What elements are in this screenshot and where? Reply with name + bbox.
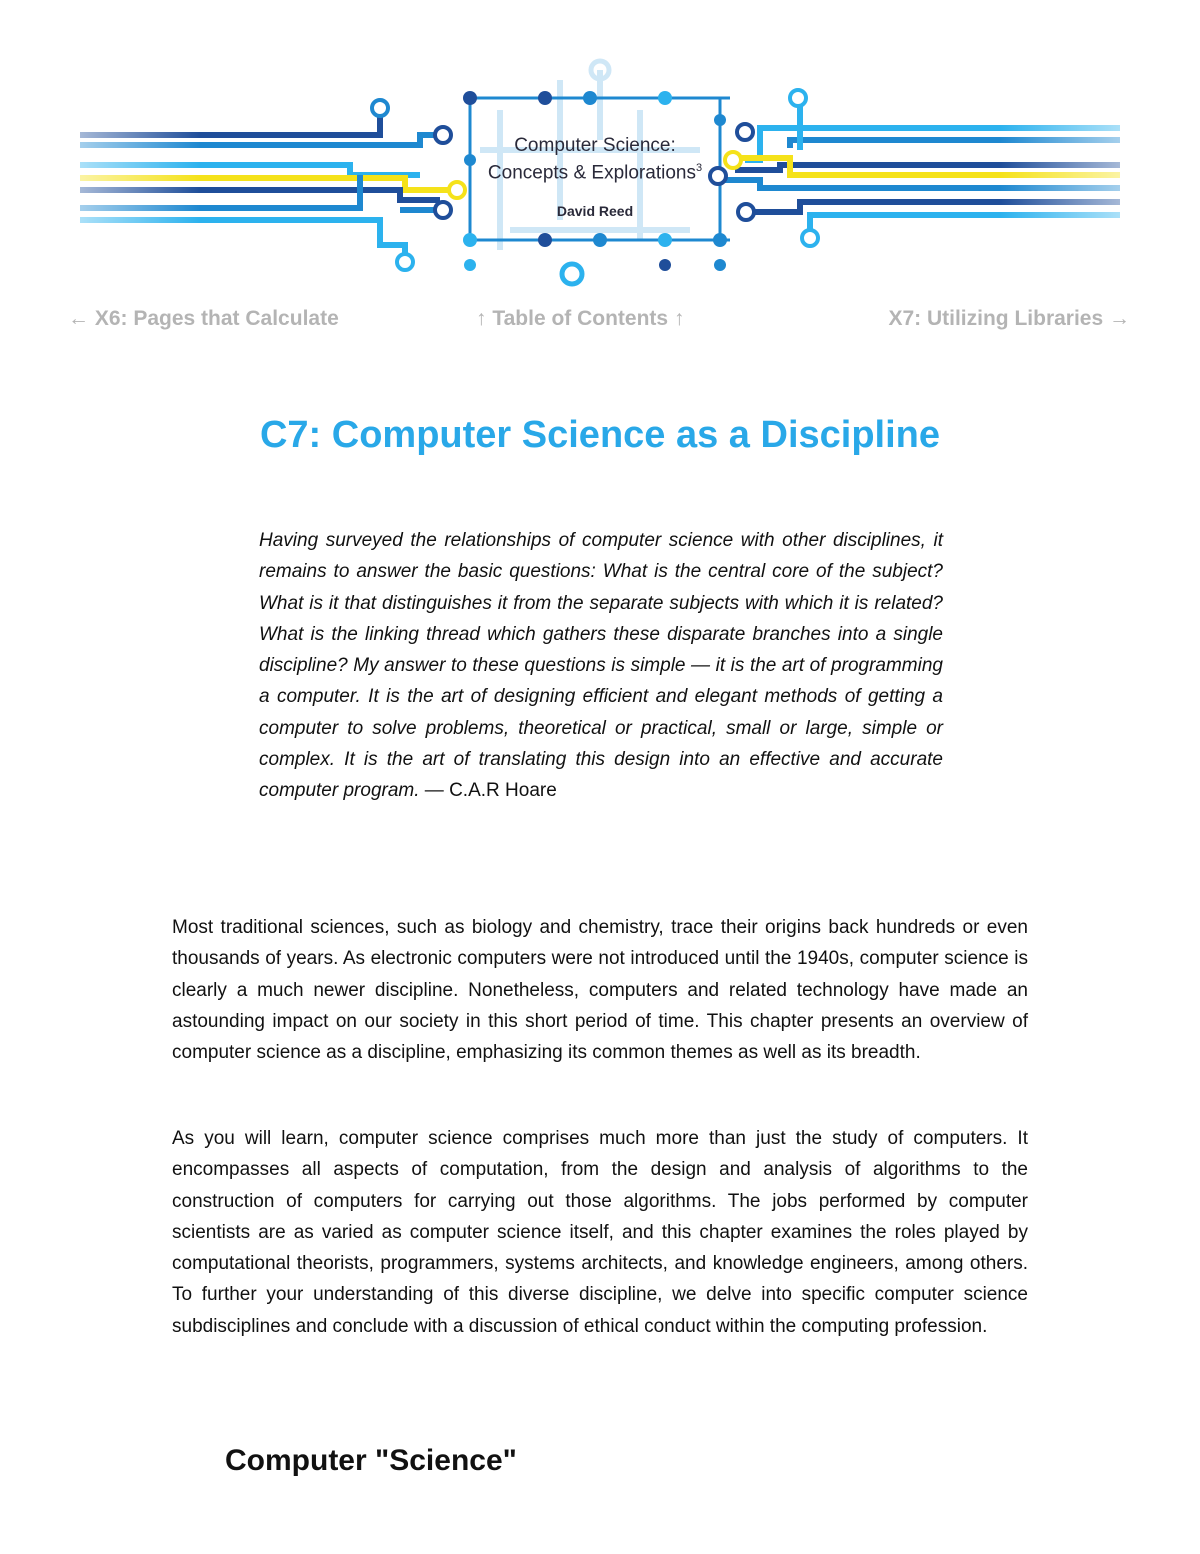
- prev-chapter-link[interactable]: ← X6: Pages that Calculate: [68, 307, 339, 330]
- intro-paragraph-1: Most traditional sciences, such as biology and chemistry, trace their origins back hundreds or even thousands of years. As electronic computers were not introduced until the 1940s, computer science is clearly a much newer discipline. Nonetheless, computers and related technology have made an astounding impact on our society in this short period of time. This chapter presents an overview of computer science as a discipline, emphasizing its common themes as well as its breadth.: [172, 917, 1028, 1064]
- table-of-contents-link[interactable]: ↑ Table of Contents ↑: [476, 307, 685, 330]
- quote-text: Having surveyed the relationships of computer science with other disciplines, it remains to answer the basic questions: What is the central core of the subject? What is it that distinguishes it from the separate subjects with which it is related? What is the linking thread which gathers these disparate branches into a single discipline? My answer to these questions is simple — it is the art of programming a computer. It is the art of designing efficient and elegant methods of getting a computer to solve problems, theoretical or practical, small or large, simple or complex. It is the art of translating this design into an effective and accurate computer program.: [259, 530, 943, 802]
- book-banner: [0, 40, 1200, 300]
- section-heading: Computer "Science": [225, 1444, 517, 1477]
- next-chapter-link[interactable]: X7: Utilizing Libraries →: [888, 307, 1130, 330]
- banner-title-line2: [470, 162, 720, 184]
- chapter-navigation: [0, 307, 1200, 335]
- banner-title-line1: Computer Science:: [514, 135, 676, 156]
- banner-author: David Reed: [556, 203, 634, 219]
- intro-paragraph-2: As you will learn, computer science comprises much more than just the study of computers. It encompasses all aspects of computation, from the design and analysis of algorithms to the construction of computers for carrying out those algorithms. The jobs performed by computer scientists are as varied as computer science itself, and this chapter examines the roles played by computational theorists, programmers, systems architects, and knowledge engineers, among others. To further your understanding of this diverse discipline, we delve into specific computer science subdisciplines and conclude with a discussion of ethical conduct within the computing profession.: [172, 1128, 1028, 1337]
- epigraph-quote: [259, 525, 943, 807]
- quote-attribution: — C.A.R Hoare: [419, 780, 557, 802]
- banner-title-line2-text: Concepts & Explorations: [487, 162, 696, 184]
- chapter-title: C7: Computer Science as a Discipline: [259, 414, 940, 456]
- banner-edition: 3: [695, 162, 703, 174]
